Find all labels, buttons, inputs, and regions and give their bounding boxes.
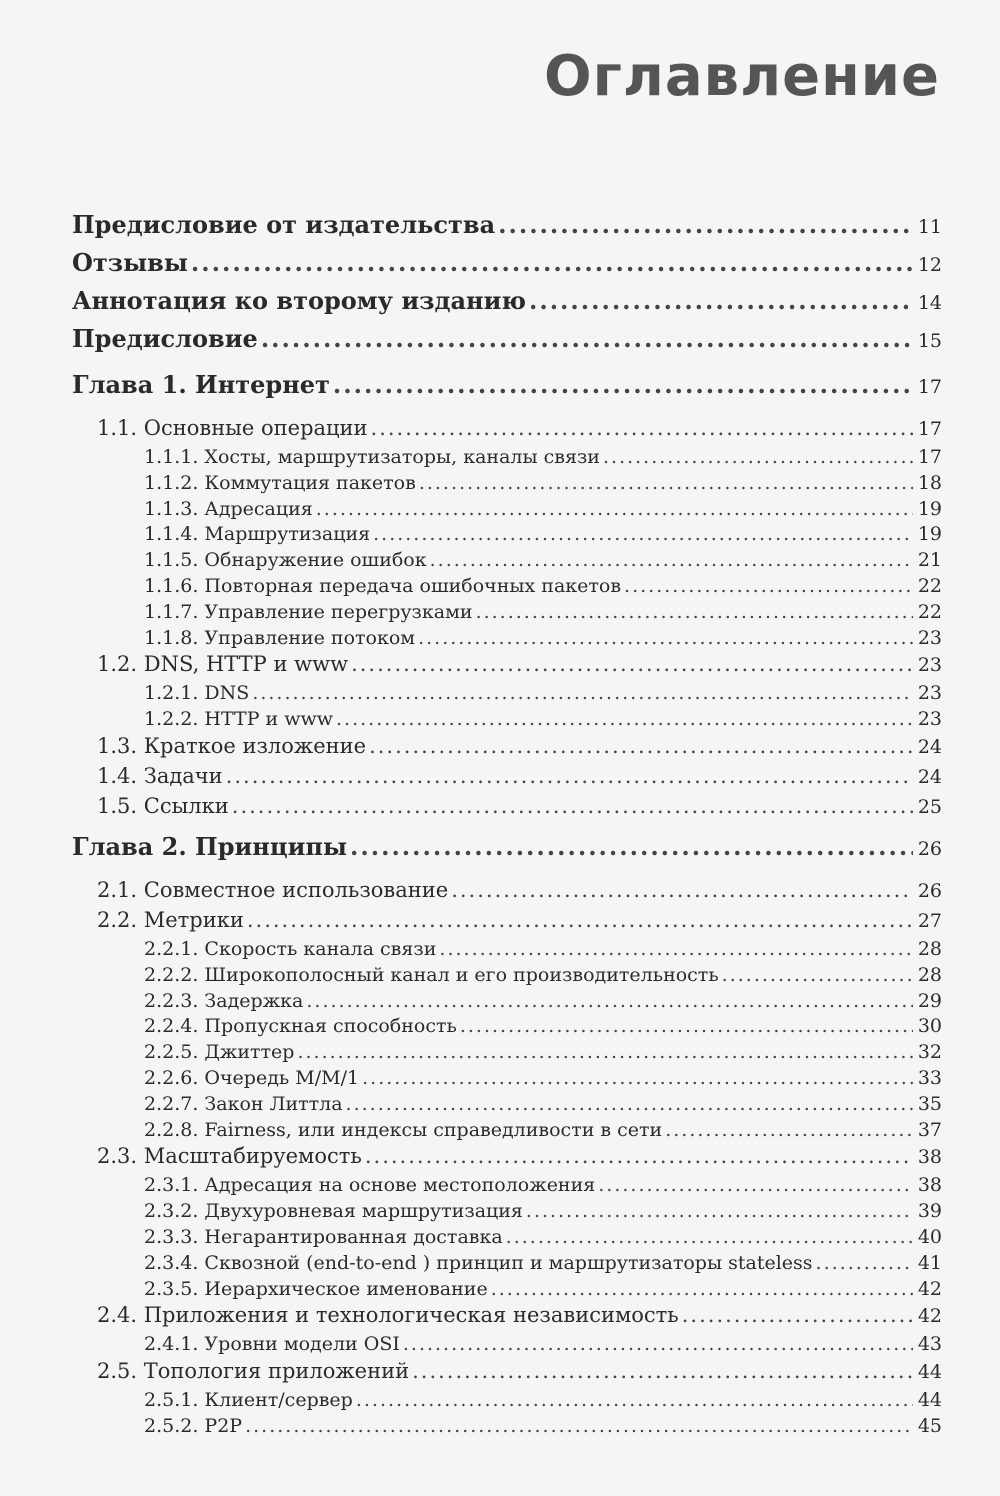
toc-entry (72, 286, 942, 324)
toc-entry-title: 1.1.3. Адресация (144, 497, 313, 520)
toc-entry-page: 35 (917, 1092, 942, 1115)
toc-entry-page: 21 (917, 549, 942, 572)
toc-entry-page: 41 (917, 1251, 942, 1274)
toc-entry (72, 878, 942, 908)
toc-entry (72, 1041, 942, 1067)
toc-entry-title: 2.4. Приложения и технологическая независимость (97, 1303, 679, 1328)
dot-leader (365, 1144, 913, 1168)
dot-leader (232, 794, 913, 818)
toc-entry-title: 2.4.1. Уровни модели OSI (144, 1333, 400, 1356)
dot-leader (333, 370, 913, 399)
dot-leader (451, 878, 913, 902)
dot-leader (261, 324, 913, 353)
toc-entry-title: 2.2.5. Джиттер (144, 1041, 295, 1064)
toc-entry (72, 1015, 942, 1041)
dot-leader (351, 652, 913, 676)
toc-entry-page: 23 (917, 626, 942, 649)
toc-entry-title: Предисловие от издательства (72, 210, 496, 239)
toc-entry-page: 22 (917, 574, 942, 597)
toc-entry-page: 17 (917, 446, 942, 468)
toc-entry-title: 1.1. Основные операции (97, 416, 368, 440)
toc-entry (72, 1144, 942, 1174)
toc-entry (72, 652, 942, 682)
toc-entry-title: 1.1.2. Коммутация пакетов (144, 471, 416, 494)
toc-entry (72, 1067, 942, 1093)
toc-entry (72, 523, 942, 549)
dot-leader (369, 734, 913, 758)
dot-leader (460, 1015, 913, 1037)
dot-leader (439, 938, 913, 960)
toc-entry (72, 1200, 942, 1226)
table-of-contents (72, 210, 942, 1441)
toc-entry (72, 990, 942, 1016)
dot-leader (816, 1252, 913, 1274)
toc-entry-title: 2.2.4. Пропускная способность (144, 1015, 457, 1038)
toc-entry-page: 44 (917, 1361, 942, 1384)
toc-entry-page: 12 (917, 254, 942, 276)
toc-entry-title: 1.1.1. Хосты, маршрутизаторы, каналы связи (144, 446, 600, 468)
toc-entry-page: 22 (917, 600, 942, 623)
toc-entry-page: 45 (917, 1414, 942, 1437)
toc-entry-page: 33 (917, 1066, 942, 1089)
toc-entry-title: 2.3.5. Иерархическое именование (144, 1277, 488, 1300)
dot-leader (403, 1333, 913, 1355)
toc-entry (72, 938, 942, 964)
toc-entry-page: 17 (917, 418, 942, 440)
toc-entry-title: 2.2.8. Fairness, или индексы справедливости в сети (144, 1118, 663, 1141)
toc-entry (72, 446, 942, 472)
toc-entry (72, 908, 942, 938)
toc-entry (72, 248, 942, 286)
toc-entry-title: 1.1.7. Управление перегрузками (144, 600, 473, 623)
toc-entry (72, 734, 942, 764)
dot-leader (252, 682, 913, 704)
toc-entry-page: 23 (917, 682, 942, 705)
toc-entry-title: 2.3.3. Негарантированная доставка (144, 1225, 503, 1248)
dot-leader (356, 1389, 913, 1411)
dot-leader (373, 523, 913, 545)
toc-entry-page: 38 (917, 1174, 942, 1197)
toc-entry-title: 1.4. Задачи (97, 763, 223, 788)
toc-entry (72, 1093, 942, 1119)
toc-entry-title: 1.2.2. HTTP и www (144, 708, 334, 731)
toc-entry-title: 1.1.5. Обнаружение ошибок (144, 549, 427, 572)
dot-leader (191, 248, 913, 277)
dot-leader (297, 1041, 913, 1063)
toc-entry-page: 24 (917, 735, 942, 758)
dot-leader (722, 964, 913, 986)
toc-entry (72, 964, 942, 990)
toc-entry-title: 2.2.1. Скорость канала связи (144, 937, 437, 960)
toc-entry-title: 2.5. Топология приложений (97, 1359, 410, 1384)
toc-entry-title: Предисловие (72, 324, 258, 353)
toc-entry (72, 416, 942, 446)
dot-leader (506, 1226, 913, 1248)
toc-entry-title: 2.5.1. Клиент/сервер (144, 1389, 353, 1412)
toc-entry-title: 2.3.2. Двухуровневая маршрутизация (144, 1200, 523, 1223)
toc-entry (72, 1226, 942, 1252)
toc-entry-title: 1.1.8. Управление потоком (144, 626, 416, 649)
toc-entry-page: 19 (917, 523, 942, 546)
toc-entry-page: 28 (917, 937, 942, 960)
toc-entry (72, 1415, 942, 1441)
toc-entry (72, 1333, 942, 1359)
toc-entry-title: 2.1. Совместное использование (97, 877, 449, 902)
toc-entry-title: 1.2.1. DNS (144, 682, 250, 705)
toc-entry-page: 23 (917, 708, 942, 731)
toc-entry-title: 1.1.4. Маршрутизация (144, 523, 371, 546)
toc-entry-page: 38 (917, 1146, 942, 1169)
toc-entry-page: 14 (917, 292, 942, 314)
dot-leader (526, 1200, 913, 1222)
toc-entry (72, 1278, 942, 1304)
dot-leader (245, 1415, 913, 1437)
toc-entry-page: 32 (917, 1041, 942, 1064)
toc-entry (72, 764, 942, 794)
toc-entry-title: 1.2. DNS, HTTP и www (97, 652, 349, 677)
toc-entry-title: Глава 1. Интернет (72, 370, 330, 399)
toc-entry-title: 2.3.4. Сквозной (end-to-end ) принцип и маршрутизаторы stateless (144, 1251, 813, 1274)
dot-leader (498, 210, 913, 239)
toc-entry (72, 794, 942, 824)
toc-entry-title: 2.5.2. P2P (144, 1414, 243, 1437)
page-title: Оглавление (543, 44, 940, 109)
toc-entry (72, 1359, 942, 1389)
toc-entry-page: 28 (917, 963, 942, 986)
toc-entry-page: 42 (917, 1305, 942, 1328)
toc-entry-page: 27 (917, 909, 942, 932)
toc-entry-page: 19 (917, 497, 942, 520)
toc-entry-title: 2.2.6. Очередь M/M/1 (144, 1066, 360, 1089)
dot-leader (346, 1093, 913, 1115)
dot-leader (336, 708, 913, 730)
toc-entry-page: 11 (917, 216, 942, 238)
dot-leader (412, 1359, 913, 1383)
toc-entry-page: 25 (917, 795, 942, 818)
toc-entry (72, 708, 942, 734)
toc-entry-page: 26 (917, 879, 942, 902)
toc-entry-page: 15 (917, 330, 942, 352)
toc-entry-title: 1.1.6. Повторная передача ошибочных пакетов (144, 574, 622, 597)
dot-leader (682, 1303, 913, 1327)
toc-entry (72, 472, 942, 498)
toc-entry-title: 2.2.3. Задержка (144, 989, 304, 1012)
dot-leader (306, 990, 913, 1012)
toc-entry-title: 2.3. Масштабируемость (97, 1144, 362, 1169)
toc-entry-page: 23 (917, 654, 942, 677)
dot-leader (350, 832, 913, 861)
toc-entry (72, 1252, 942, 1278)
toc-entry (72, 1303, 942, 1333)
toc-entry-page: 24 (917, 765, 942, 788)
toc-entry-page: 43 (917, 1333, 942, 1356)
toc-entry (72, 1119, 942, 1145)
dot-leader (247, 908, 913, 932)
toc-entry-page: 39 (917, 1200, 942, 1223)
dot-leader (316, 498, 913, 520)
toc-entry-page: 37 (917, 1118, 942, 1141)
toc-entry-page: 42 (917, 1277, 942, 1300)
toc-entry (72, 575, 942, 601)
toc-entry (72, 549, 942, 575)
toc-entry-title: Глава 2. Принципы (72, 831, 348, 861)
toc-entry (72, 627, 942, 653)
dot-leader (418, 627, 913, 649)
toc-entry (72, 601, 942, 627)
toc-entry (72, 1174, 942, 1200)
dot-leader (665, 1119, 913, 1141)
toc-entry-title: Аннотация ко второму изданию (72, 286, 526, 315)
dot-leader (362, 1067, 913, 1089)
toc-entry-title: 2.2.7. Закон Литтла (144, 1092, 343, 1115)
toc-entry-title: 1.3. Краткое изложение (97, 733, 367, 758)
toc-entry-page: 17 (917, 376, 942, 398)
toc-entry-page: 30 (917, 1015, 942, 1038)
toc-entry (72, 1389, 942, 1415)
dot-leader (624, 575, 913, 597)
dot-leader (430, 549, 913, 571)
dot-leader (598, 1174, 913, 1196)
dot-leader (371, 416, 913, 440)
toc-entry-title: 2.2. Метрики (97, 907, 244, 932)
toc-entry-title: 2.2.2. Широкополосный канал и его производительность (144, 963, 719, 986)
toc-entry (72, 832, 942, 878)
toc-entry (72, 210, 942, 248)
toc-entry-page: 26 (917, 837, 942, 860)
dot-leader (529, 286, 913, 315)
toc-entry-title: 1.5. Ссылки (97, 793, 229, 818)
toc-entry (72, 682, 942, 708)
dot-leader (226, 764, 913, 788)
dot-leader (491, 1278, 913, 1300)
toc-entry-page: 44 (917, 1389, 942, 1412)
toc-entry-title: 2.3.1. Адресация на основе местоположения (144, 1174, 596, 1197)
toc-entry (72, 498, 942, 524)
dot-leader (603, 446, 913, 468)
dot-leader (419, 472, 913, 494)
toc-entry-page: 40 (917, 1225, 942, 1248)
toc-entry-page: 18 (917, 471, 942, 494)
dot-leader (476, 601, 913, 623)
toc-entry-page: 29 (917, 989, 942, 1012)
toc-entry (72, 324, 942, 362)
toc-entry-title: Отзывы (72, 248, 188, 277)
toc-entry (72, 370, 942, 416)
